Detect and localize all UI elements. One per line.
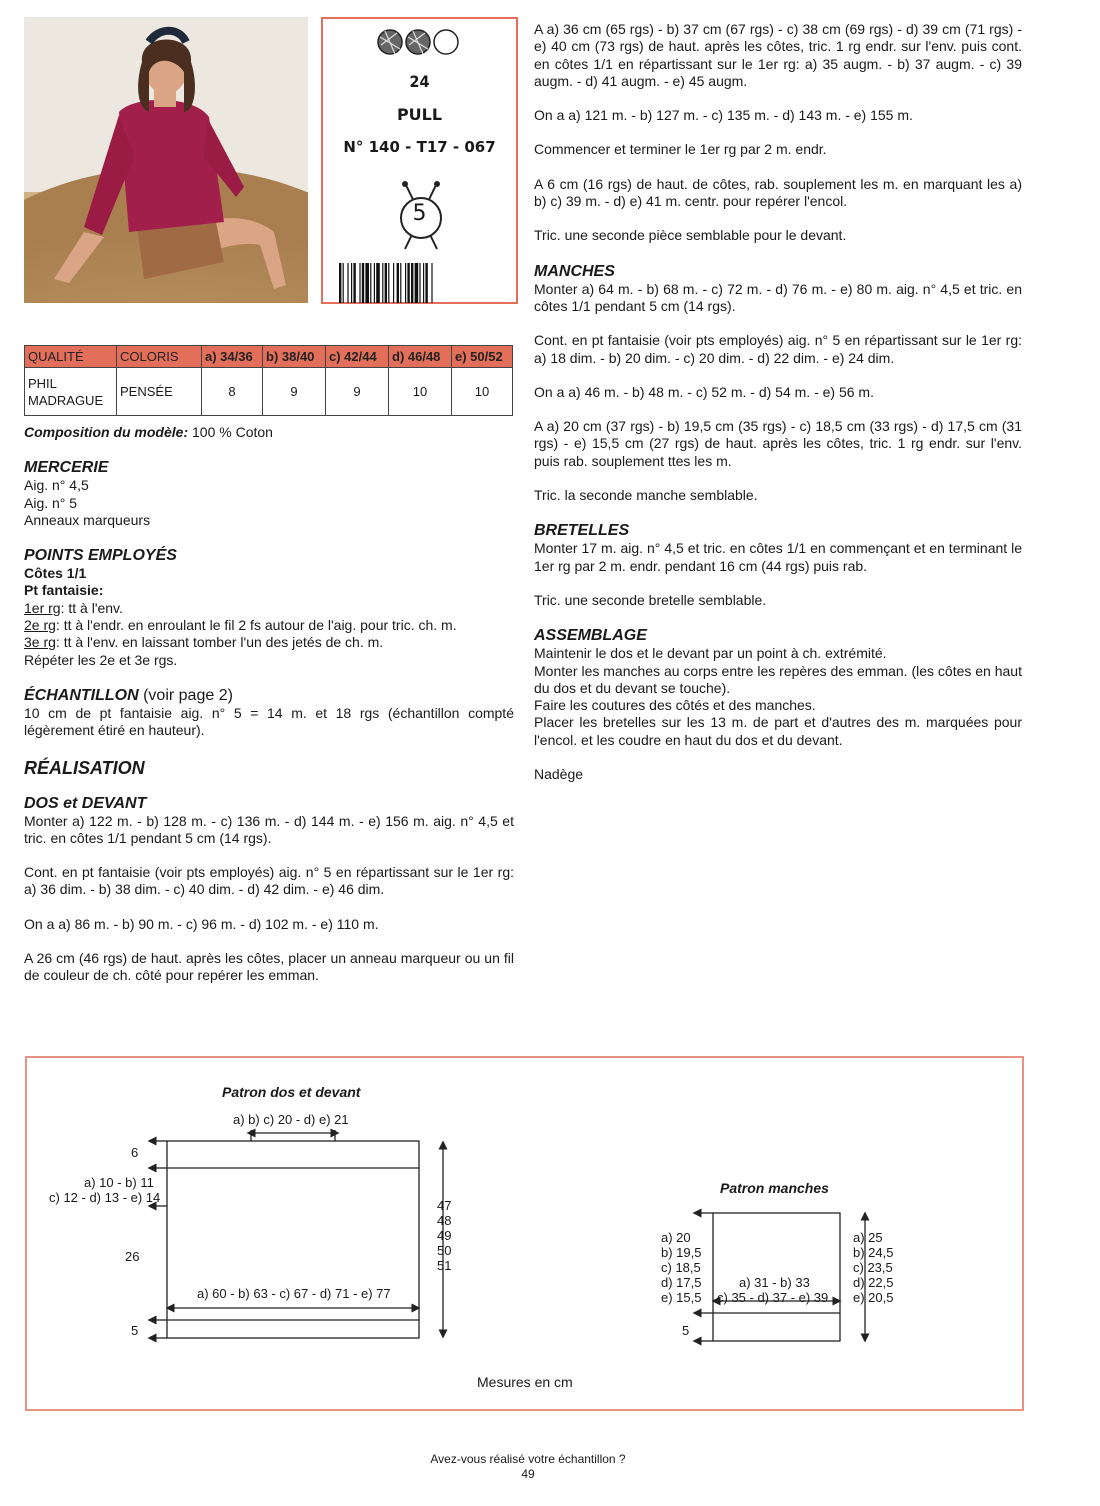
dos-armhole-1: a) 10 - b) 11	[84, 1175, 154, 1190]
model-photo	[24, 17, 308, 303]
manche-left-height: b) 19,5	[661, 1245, 702, 1260]
realisation-title: RÉALISATION	[24, 757, 145, 778]
needle-size: 5	[412, 201, 427, 226]
left-column	[24, 424, 514, 985]
echantillon-title: ÉCHANTILLON (voir page 2)	[24, 686, 233, 704]
pattern-id-card	[321, 17, 518, 304]
table-header-cell: b) 38/40	[263, 346, 326, 368]
dos-body-height: 26	[125, 1249, 140, 1264]
table-header-cell: QUALITÉ	[25, 346, 117, 368]
dos-total-height: 47	[437, 1198, 452, 1213]
mercerie-item: Aig. n° 4,5	[24, 477, 89, 494]
signature: Nadège	[534, 766, 584, 783]
quantity-cell: 9	[326, 368, 389, 416]
manches-paragraph: Tric. la seconde manche semblable.	[534, 487, 758, 504]
manche-width-2: c) 35 - d) 37 - e) 39	[717, 1290, 829, 1305]
dos-paragraph: A a) 36 cm (65 rgs) - b) 37 cm (67 rgs) - c) 38 cm (69 rgs) - d) 39 cm (71 rgs) - e) 40 cm (73 rgs) de haut. après les côtes, tric. 1 rg endr. sur l'env. puis cont. en côtes 1/1 en répartissant sur le 1er rg: a) 35 augm. - b) 37 augm. - c) 39 augm. - d) 41 augm. - e) 45 augm.	[534, 21, 1022, 89]
yarn-quantity-table	[24, 345, 513, 416]
dos-neck-width: a) b) c) 20 - d) e) 21	[233, 1112, 349, 1127]
manche-right-height: e) 20,5	[853, 1290, 894, 1305]
row-instruction: 1er rg: tt à l'env.	[24, 599, 123, 616]
manche-rib-height: 5	[682, 1323, 690, 1338]
dos-width: a) 60 - b) 63 - c) 67 - d) 71 - e) 77	[197, 1286, 391, 1301]
manche-right-height: c) 23,5	[853, 1260, 893, 1275]
dos-paragraph: Cont. en pt fantaisie (voir pts employés) aig. n° 5 en répartissant sur le 1er rg: a) 36 dim. - b) 38 dim. - c) 40 dim. - d) 42 dim. - e) 46 dim.	[24, 864, 514, 898]
mercerie-item: Anneaux marqueurs	[24, 511, 151, 528]
assemblage-line: Maintenir le dos et le devant par un point à ch. extrémité.	[534, 645, 887, 662]
table-header-cell: c) 42/44	[326, 346, 389, 368]
quantity-cell: 8	[202, 368, 263, 416]
dos-paragraph: A 26 cm (46 rgs) de haut. après les côtes, placer un anneau marqueur ou un fil de couleur de ch. côté pour repérer les emman.	[24, 950, 514, 984]
assemblage-line: Monter les manches au corps entre les repères des emman. (les côtes en haut du dos et du devant se touche).	[534, 662, 1022, 696]
manche-right-height: d) 22,5	[853, 1275, 894, 1290]
dos-paragraph: Monter a) 122 m. - b) 128 m. - c) 136 m. - d) 144 m. - e) 156 m. aig. n° 4,5 et tric. en côtes 1/1 pendant 5 cm (14 rgs).	[24, 812, 514, 846]
dos-total-height: 48	[437, 1213, 452, 1228]
dos-total-height: 51	[437, 1258, 452, 1273]
assemblage-line: Placer les bretelles sur les 13 m. de part et d'autres des m. marquées pour l'encol. et les coudre en haut du dos et du devant.	[534, 714, 1022, 748]
bretelles-paragraph: Tric. une seconde bretelle semblable.	[534, 591, 767, 608]
patterns-frame	[25, 1056, 1024, 1411]
pattern-number: 24	[409, 72, 430, 91]
table-header-cell: e) 50/52	[452, 346, 513, 368]
color-cell: PENSÉE	[117, 368, 202, 416]
manche-right-height: a) 25	[853, 1230, 883, 1245]
footer-question: Avez-vous réalisé votre échantillon ?	[430, 1452, 626, 1466]
mercerie-title: MERCERIE	[24, 459, 109, 477]
manche-left-height: c) 18,5	[661, 1260, 701, 1275]
quantity-cell: 10	[452, 368, 513, 416]
page-number: 49	[521, 1467, 535, 1481]
row-instruction: 3e rg: tt à l'env. en laissant tomber l'un des jetés de ch. m.	[24, 634, 384, 651]
dos-title: DOS et DEVANT	[24, 794, 147, 812]
measurement-units: Mesures en cm	[477, 1374, 573, 1390]
dos-total-height: 50	[437, 1243, 452, 1258]
dos-paragraph: A 6 cm (16 rgs) de haut. de côtes, rab. souplement les m. en marquant les a) b) c) 39 m. - d) e) 41 m. centr. pour repérer l'encol.	[534, 175, 1022, 210]
quantity-cell: 9	[263, 368, 326, 416]
manches-paragraph: A a) 20 cm (37 rgs) - b) 19,5 cm (35 rgs) - c) 18,5 cm (33 rgs) - d) 17,5 cm (31 rgs) - e) 15,5 cm (27 rgs) de haut. après les côtes, tric. 1 rg endr. sur l'env. puis rab. souplement ttes les m.	[534, 418, 1022, 469]
cotes-label: Côtes 1/1	[24, 565, 87, 582]
patron-manches-title: Patron manches	[720, 1180, 829, 1196]
dos-top-height: 6	[131, 1145, 139, 1160]
echantillon-text: 10 cm de pt fantaisie aig. n° 5 = 14 m. et 18 rgs (échantillon compté légèrement étiré en hauteur).	[24, 704, 514, 739]
quantity-cell: 10	[389, 368, 452, 416]
manche-left-height: d) 17,5	[661, 1275, 702, 1290]
manche-width-1: a) 31 - b) 33	[739, 1275, 810, 1290]
dos-paragraph: On a a) 86 m. - b) 90 m. - c) 96 m. - d) 102 m. - e) 110 m.	[24, 915, 379, 932]
points-title: POINTS EMPLOYÉS	[24, 547, 177, 565]
repeat-instruction: Répéter les 2e et 3e rgs.	[24, 651, 178, 668]
table-header-cell: COLORIS	[117, 346, 202, 368]
manches-paragraph: On a a) 46 m. - b) 48 m. - c) 52 m. - d) 54 m. - e) 56 m.	[534, 383, 874, 400]
quality-cell: PHIL MADRAGUE	[25, 368, 117, 416]
difficulty-yarn-balls-icon	[375, 27, 463, 57]
pattern-reference: N° 140 - T17 - 067	[343, 138, 496, 156]
manche-left-height: e) 15,5	[661, 1290, 702, 1305]
dos-total-height: 49	[437, 1228, 452, 1243]
manches-paragraph: Cont. en pt fantaisie (voir pts employés) aig. n° 5 en répartissant sur le 1er rg: a) 18 dim. - b) 20 dim. - c) 20 dim. - d) 22 dim. - e) 24 dim.	[534, 332, 1022, 366]
manche-right-height: b) 24,5	[853, 1245, 894, 1260]
dos-rib-height: 5	[131, 1323, 139, 1338]
bretelles-paragraph: Monter 17 m. aig. n° 4,5 et tric. en côtes 1/1 en commençant et en terminant le 1er rg par 2 m. endr. pendant 16 cm (44 rgs) puis rab.	[534, 540, 1022, 574]
table-header-cell: a) 34/36	[202, 346, 263, 368]
mercerie-item: Aig. n° 5	[24, 494, 78, 511]
dos-paragraph: Commencer et terminer le 1er rg par 2 m. endr.	[534, 141, 827, 158]
dos-armhole-2: c) 12 - d) 13 - e) 14	[49, 1190, 161, 1205]
assemblage-title: ASSEMBLAGE	[534, 627, 647, 645]
composition: Composition du modèle: 100 % Coton	[24, 424, 273, 440]
manches-title: MANCHES	[534, 262, 615, 280]
table-row	[25, 368, 513, 416]
assemblage-line: Faire les coutures des côtés et des manches.	[534, 697, 816, 714]
table-header-row	[25, 346, 513, 368]
pattern-type: PULL	[396, 105, 443, 124]
dos-paragraph: Tric. une seconde pièce semblable pour le devant.	[534, 227, 847, 244]
right-column	[534, 21, 1022, 783]
barcode-icon	[339, 263, 500, 303]
row-instruction: 2e rg: tt à l'endr. en enroulant le fil 2 fs autour de l'aig. pour tric. ch. m.	[24, 617, 457, 634]
manche-left-height: a) 20	[661, 1230, 691, 1245]
dos-paragraph: On a a) 121 m. - b) 127 m. - c) 135 m. - d) 143 m. - e) 155 m.	[534, 107, 913, 124]
patron-dos-title: Patron dos et devant	[222, 1084, 361, 1100]
table-header-cell: d) 46/48	[389, 346, 452, 368]
manches-paragraph: Monter a) 64 m. - b) 68 m. - c) 72 m. - d) 76 m. - e) 80 m. aig. n° 4,5 et tric. en côtes 1/1 pendant 5 cm (14 rgs).	[534, 280, 1022, 314]
bretelles-title: BRETELLES	[534, 522, 630, 540]
fantaisie-label: Pt fantaisie:	[24, 582, 104, 599]
